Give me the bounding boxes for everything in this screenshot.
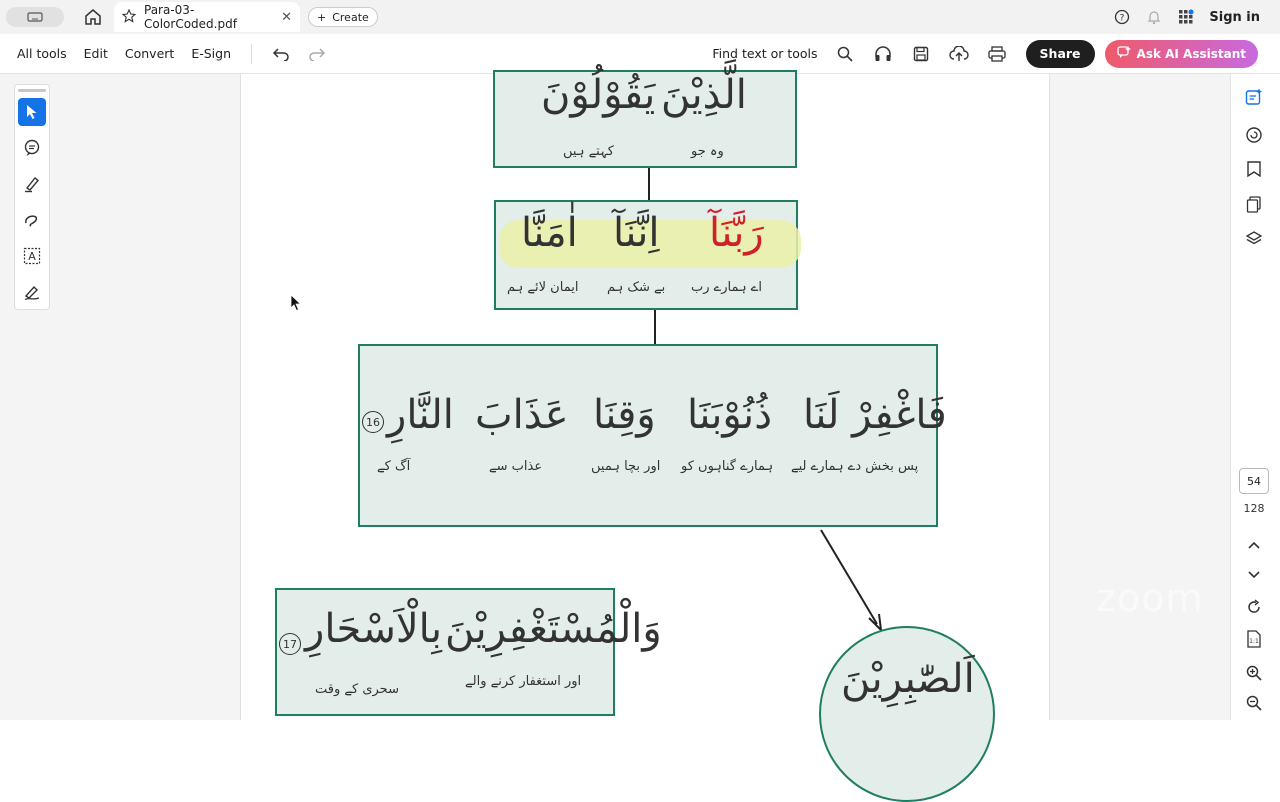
document-workspace bbox=[0, 74, 1280, 720]
headphones-icon[interactable] bbox=[864, 41, 902, 67]
highlight-tool-icon[interactable] bbox=[18, 170, 46, 198]
arabic-word: اٰمَنَّا bbox=[521, 210, 578, 256]
previous-page-icon[interactable] bbox=[1243, 534, 1265, 556]
menu-convert[interactable]: Convert bbox=[124, 46, 175, 61]
search-icon[interactable] bbox=[826, 41, 864, 67]
concept-circle bbox=[819, 626, 995, 802]
right-panel-rail bbox=[1230, 74, 1280, 720]
connector-arrow bbox=[811, 526, 891, 636]
zoom-out-icon[interactable] bbox=[1243, 692, 1265, 714]
menu-edit[interactable]: Edit bbox=[83, 46, 108, 61]
share-button[interactable]: Share bbox=[1026, 40, 1095, 68]
rotate-icon[interactable] bbox=[1243, 596, 1265, 618]
arabic-word: وَقِنَا bbox=[593, 392, 656, 438]
arabic-word: اِنَّنَآ bbox=[613, 210, 660, 256]
notification-bell-icon[interactable] bbox=[1145, 8, 1163, 26]
arabic-word: الَّذِيْنَ bbox=[661, 72, 747, 118]
create-label: Create bbox=[332, 10, 369, 24]
comment-tool-icon[interactable] bbox=[18, 134, 46, 162]
urdu-translation: وہ جو bbox=[691, 144, 724, 159]
text-box-tool-icon[interactable] bbox=[18, 242, 46, 270]
fit-page-icon[interactable] bbox=[1243, 628, 1265, 650]
menu-all-tools[interactable]: All tools bbox=[17, 46, 67, 61]
star-icon[interactable] bbox=[122, 9, 136, 26]
left-tool-rail bbox=[14, 84, 50, 310]
svg-text:A: A bbox=[28, 250, 36, 263]
cloud-upload-icon[interactable] bbox=[940, 41, 978, 67]
tab-title: Para-03-ColorCoded.pdf bbox=[144, 3, 237, 31]
urdu-translation: ہمارے گناہوں کو bbox=[681, 459, 774, 474]
window-menu-icon[interactable] bbox=[6, 7, 64, 27]
urdu-translation: اور بچا ہمیں bbox=[591, 459, 661, 474]
main-toolbar bbox=[0, 34, 1280, 74]
arabic-word: عَذَابَ bbox=[475, 392, 569, 438]
close-icon[interactable]: ✕ bbox=[281, 9, 292, 25]
draw-tool-icon[interactable] bbox=[18, 206, 46, 234]
arabic-word-highlighted: رَبَّنَآ bbox=[709, 210, 764, 256]
next-page-icon[interactable] bbox=[1243, 564, 1265, 586]
undo-icon[interactable] bbox=[268, 47, 294, 61]
document-tab[interactable] bbox=[114, 2, 300, 32]
arabic-word: ذُنُوْبَنَا bbox=[687, 392, 772, 438]
svg-text:1:1: 1:1 bbox=[1249, 638, 1259, 645]
sign-tool-icon[interactable] bbox=[18, 278, 46, 306]
apps-grid-icon[interactable] bbox=[1177, 8, 1195, 26]
arabic-word: اَلصّٰبِرِيْنَ bbox=[841, 656, 975, 702]
arabic-word: فَاغْفِرْ لَنَا bbox=[803, 392, 947, 438]
bookmark-icon[interactable] bbox=[1243, 158, 1265, 180]
urdu-translation: آگ کے bbox=[377, 459, 411, 474]
layers-icon[interactable] bbox=[1243, 228, 1265, 250]
connector-line bbox=[648, 168, 650, 200]
verse-number: 16 bbox=[362, 411, 384, 433]
tab-bar bbox=[0, 0, 1280, 34]
rail-grip[interactable] bbox=[18, 89, 46, 92]
arabic-word: يَقُوْلُوْنَ bbox=[541, 72, 656, 118]
help-icon[interactable] bbox=[1113, 8, 1131, 26]
save-icon[interactable] bbox=[902, 41, 940, 67]
arabic-word: النَّارِ bbox=[387, 392, 454, 438]
menu-e-sign[interactable]: E-Sign bbox=[191, 46, 231, 61]
toolbar-divider bbox=[251, 44, 252, 64]
sign-in-link[interactable]: Sign in bbox=[1209, 9, 1260, 25]
urdu-translation: پس بخش دے ہمارے لیے bbox=[791, 459, 919, 474]
ask-ai-assistant-button[interactable] bbox=[1105, 40, 1258, 68]
plus-icon: + bbox=[317, 10, 327, 24]
urdu-translation: اور استغفار کرنے والے bbox=[465, 674, 582, 689]
urdu-translation: ایمان لائے ہم bbox=[507, 280, 579, 295]
zoom-watermark: zoom bbox=[1096, 576, 1204, 620]
arabic-word: وَالْمُسْتَغْفِرِيْنَ bbox=[445, 606, 662, 652]
home-icon[interactable] bbox=[78, 2, 108, 32]
comments-icon[interactable] bbox=[1243, 124, 1265, 146]
pages-icon[interactable] bbox=[1243, 194, 1265, 216]
create-button[interactable] bbox=[308, 7, 378, 27]
ai-panel-icon[interactable] bbox=[1243, 86, 1265, 108]
ai-assistant-icon bbox=[1117, 45, 1131, 62]
urdu-translation: سحری کے وقت bbox=[315, 682, 399, 697]
mouse-cursor-icon bbox=[290, 294, 302, 316]
total-pages: 128 bbox=[1243, 502, 1265, 515]
svg-text:?: ? bbox=[1119, 13, 1125, 24]
ask-ai-label: Ask AI Assistant bbox=[1136, 46, 1246, 61]
print-icon[interactable] bbox=[978, 41, 1016, 67]
urdu-translation: اے ہمارے رب bbox=[691, 280, 762, 295]
current-page-input[interactable]: 54 bbox=[1239, 468, 1269, 494]
verse-number: 17 bbox=[279, 633, 301, 655]
find-text-label[interactable]: Find text or tools bbox=[712, 46, 818, 61]
pdf-page bbox=[240, 74, 1050, 720]
redo-icon[interactable] bbox=[304, 47, 330, 61]
arabic-word: بِالْاَسْحَارِ bbox=[305, 606, 442, 652]
select-tool-icon[interactable] bbox=[18, 98, 46, 126]
urdu-translation: بے شک ہم bbox=[607, 280, 666, 295]
connector-line bbox=[654, 310, 656, 344]
zoom-in-icon[interactable] bbox=[1243, 662, 1265, 684]
urdu-translation: عذاب سے bbox=[489, 459, 543, 474]
urdu-translation: کہتے ہیں bbox=[563, 144, 614, 159]
